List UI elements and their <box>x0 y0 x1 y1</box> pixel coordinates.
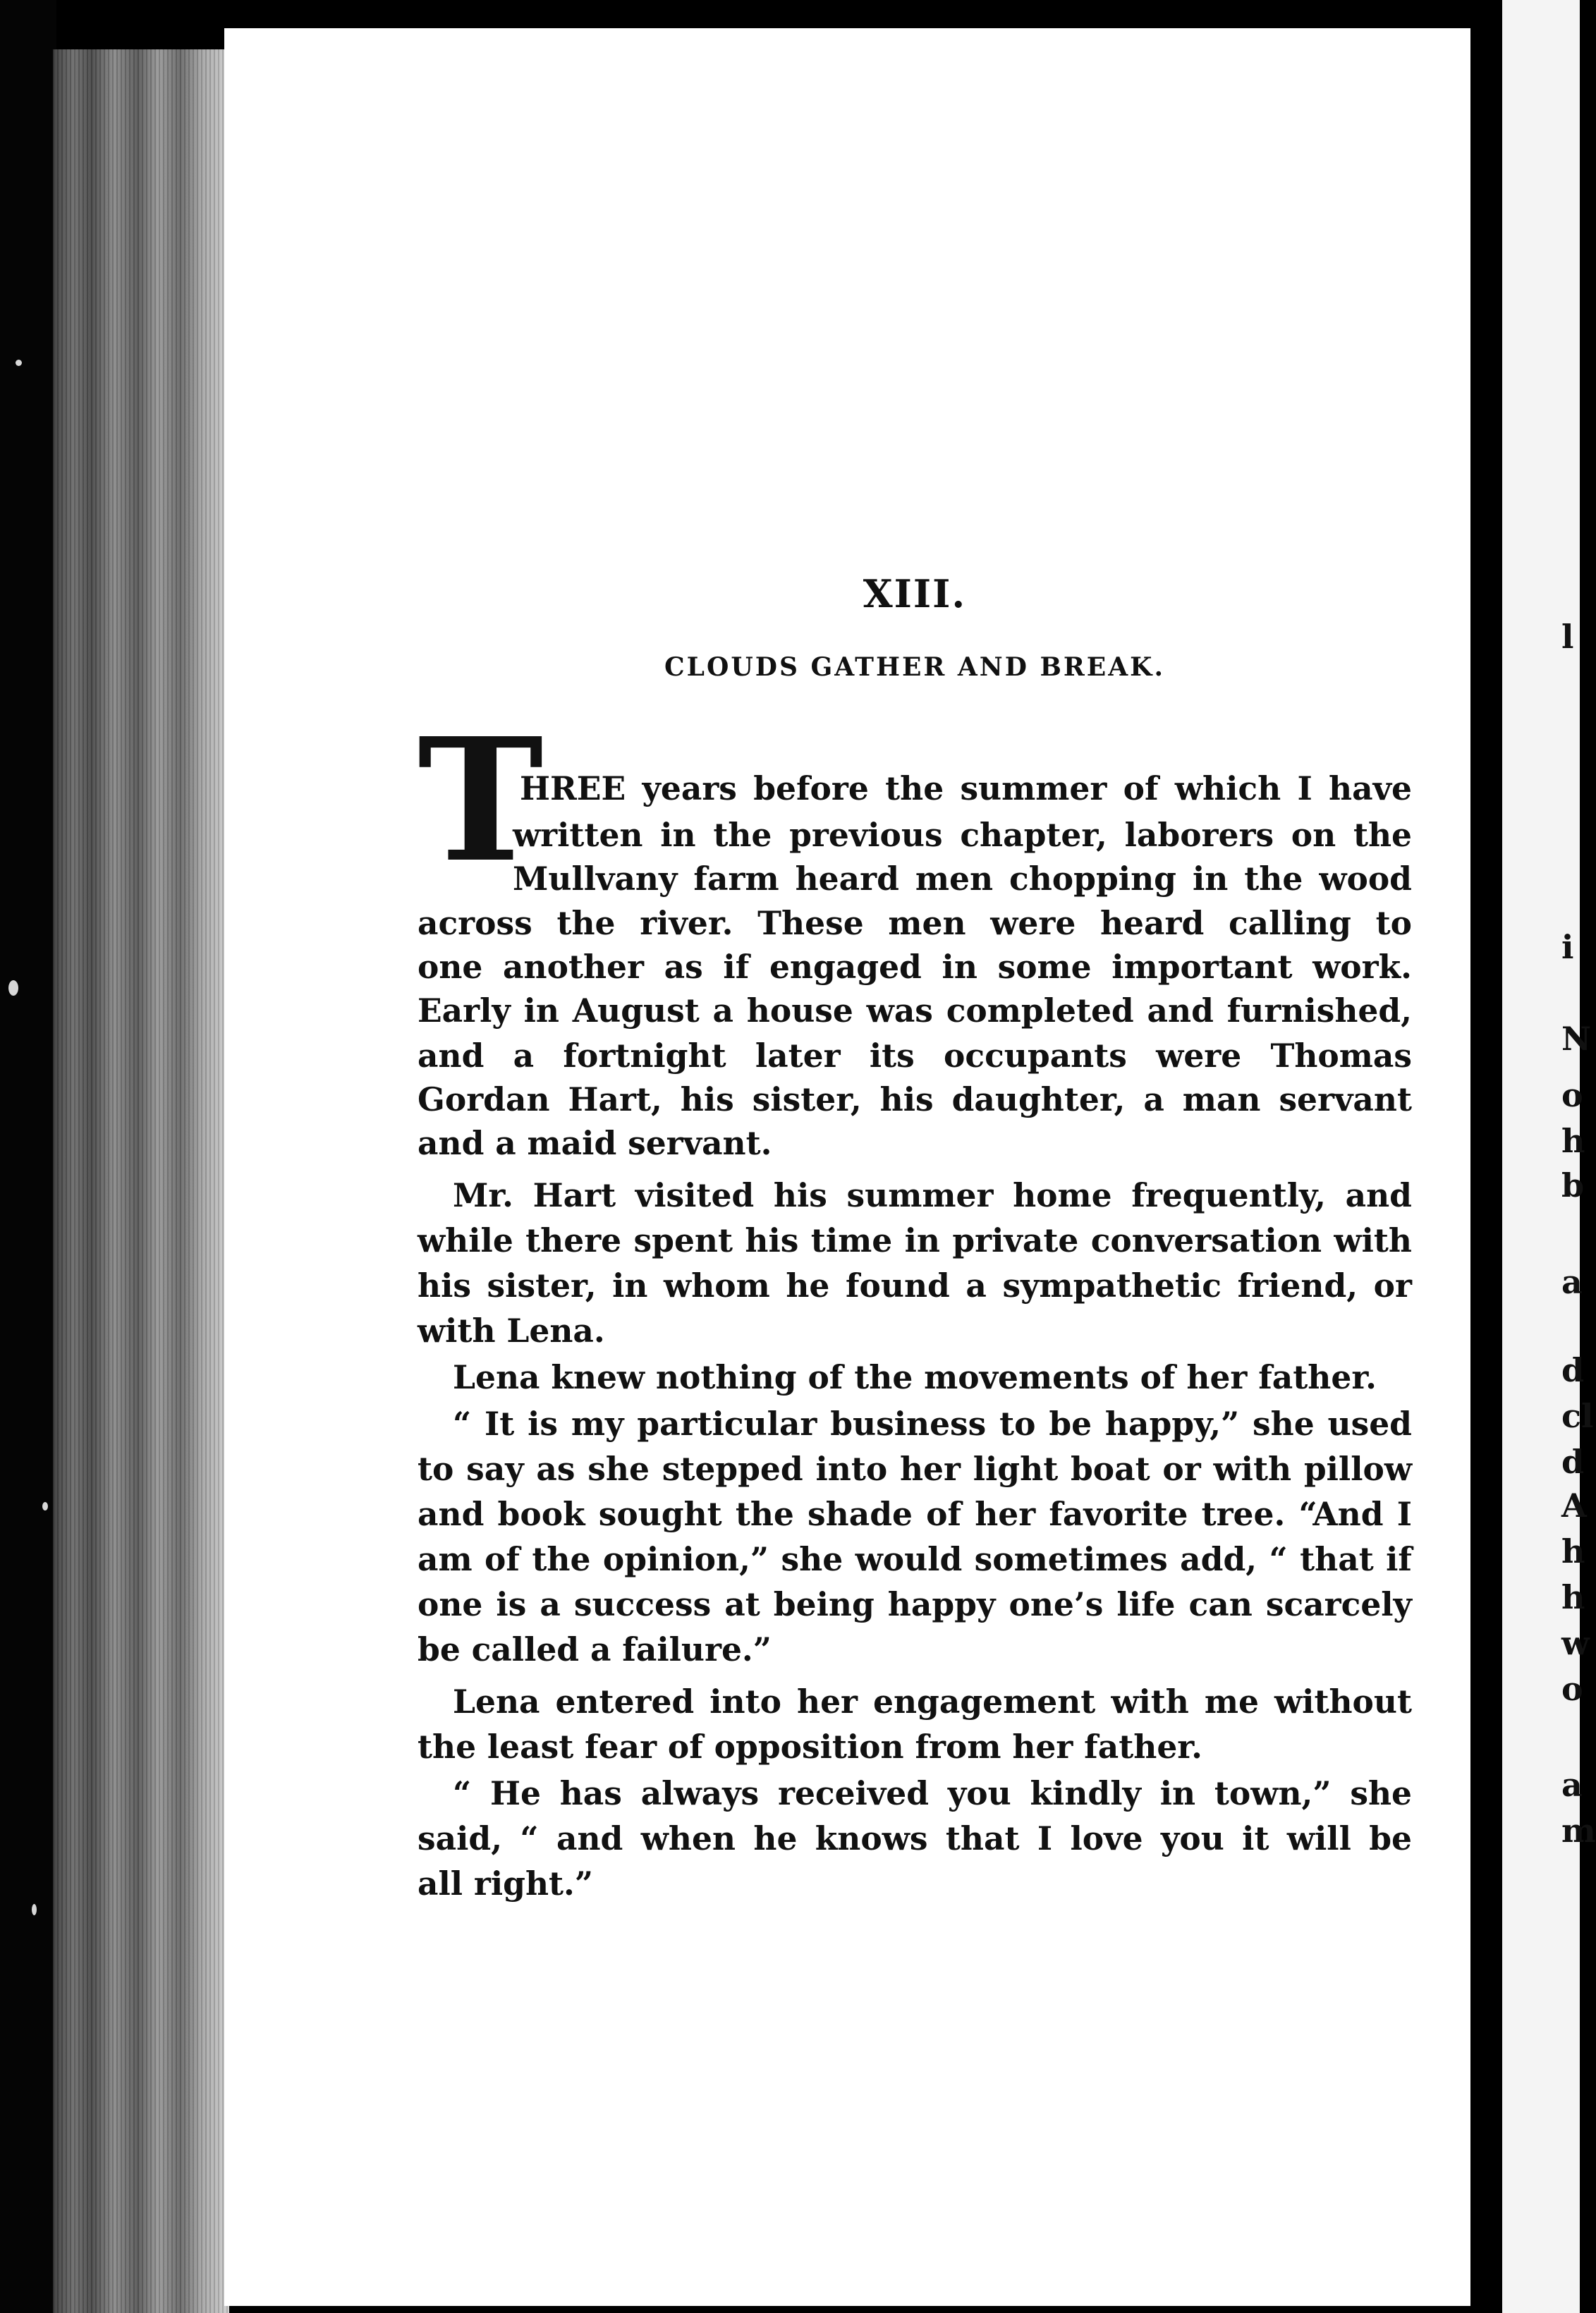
adjacent-page-letter: m <box>1561 1812 1596 1850</box>
adjacent-page-letter: d <box>1561 1351 1585 1389</box>
chapter-number: XIII. <box>863 571 967 616</box>
scan-speck <box>42 1502 48 1511</box>
scan-speck <box>32 1904 37 1915</box>
text-line: HREE years before the summer of which I have <box>520 769 1412 807</box>
scan-speck <box>16 360 22 366</box>
text-line: “ It is my particular business to be happy,” she used <box>453 1405 1412 1443</box>
adjacent-page-letter: cl <box>1561 1397 1594 1435</box>
book-page-edges <box>53 49 229 2313</box>
text-line: Lena knew nothing of the movements of her father. <box>453 1358 1377 1396</box>
text-line: said, “ and when he knows that I love you it will be <box>418 1819 1412 1857</box>
text-line: am of the opinion,” she would sometimes add, “ that if <box>418 1540 1412 1578</box>
adjacent-page-letter: w <box>1561 1624 1590 1662</box>
binding-shadow <box>1470 0 1506 2313</box>
adjacent-page-letter: h <box>1561 1578 1585 1616</box>
text-line: and a fortnight later its occupants were Thomas <box>418 1037 1412 1075</box>
adjacent-page-letter: i <box>1561 928 1574 966</box>
text-line: one is a success at being happy one’s life can scarcely <box>418 1585 1412 1623</box>
adjacent-page-letter: h <box>1561 1122 1585 1160</box>
text-line: and book sought the shade of her favorite tree. “And I <box>418 1495 1412 1533</box>
page-paper <box>224 28 1473 2306</box>
adjacent-page-letter: A <box>1561 1487 1587 1525</box>
adjacent-page-letter: o <box>1561 1670 1583 1708</box>
adjacent-page-letter: a <box>1561 1766 1583 1804</box>
drop-cap: T <box>418 701 544 900</box>
text-line: Mr. Hart visited his summer home frequently, and <box>453 1176 1412 1214</box>
text-line: to say as she stepped into her light boat or with pillow <box>418 1450 1412 1488</box>
adjacent-page-letter: N <box>1561 1020 1592 1058</box>
adjacent-page-fragment <box>1502 0 1596 2313</box>
text-line: Mullvany farm heard men chopping in the wood <box>513 860 1412 898</box>
adjacent-page-letter: b <box>1561 1166 1585 1204</box>
text-line: his sister, in whom he found a sympathetic friend, or <box>418 1267 1412 1305</box>
text-line: with Lena. <box>418 1312 605 1350</box>
text-line: be called a failure.” <box>418 1630 772 1668</box>
adjacent-page-letter: d <box>1561 1443 1585 1481</box>
adjacent-page-letter: o <box>1561 1076 1583 1114</box>
text-line: one another as if engaged in some important work. <box>418 948 1412 986</box>
adjacent-page-letter: l <box>1561 618 1574 656</box>
text-line: Early in August a house was completed and furnished, <box>418 991 1412 1030</box>
scan-speck <box>8 980 18 996</box>
adjacent-page-letter: h <box>1561 1532 1585 1570</box>
text-line: Lena entered into her engagement with me without <box>453 1683 1412 1721</box>
chapter-title: CLOUDS GATHER AND BREAK. <box>664 652 1165 682</box>
text-line: and a maid servant. <box>418 1124 772 1162</box>
left-gutter <box>0 0 56 2313</box>
text-line: across the river. These men were heard calling to <box>418 904 1412 942</box>
text-line: “ He has always received you kindly in town,” she <box>453 1774 1412 1812</box>
text-line: the least fear of opposition from her father. <box>418 1728 1202 1766</box>
text-line: all right.” <box>418 1865 594 1903</box>
adjacent-page-letter: a <box>1561 1263 1583 1301</box>
text-line: written in the previous chapter, laborers on the <box>513 816 1412 854</box>
text-line: Gordan Hart, his sister, his daughter, a man servant <box>418 1080 1412 1118</box>
text-line: while there spent his time in private conversation with <box>418 1221 1412 1259</box>
